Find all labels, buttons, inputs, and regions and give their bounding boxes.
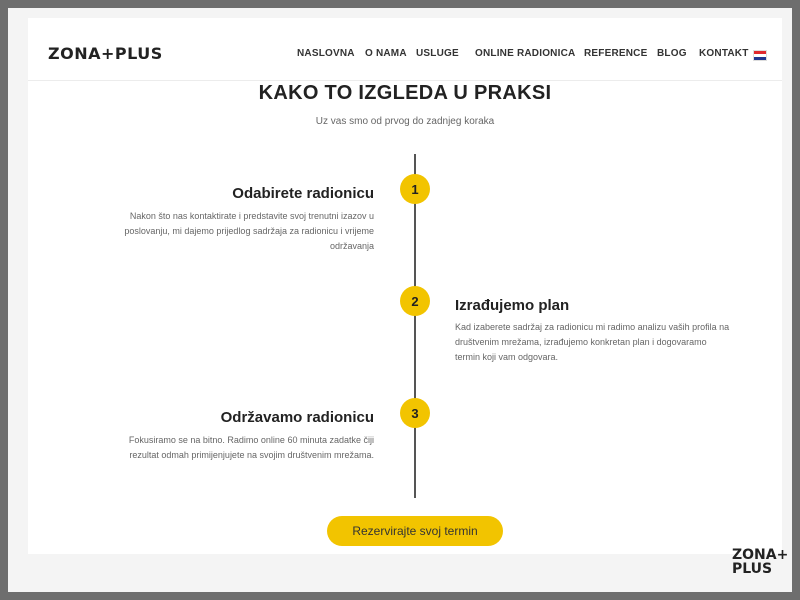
section-subtitle: Uz vas smo od prvog do zadnjeg koraka (315, 116, 495, 127)
step-2-text (455, 320, 775, 365)
timeline-line (414, 154, 416, 498)
nav-item-reference[interactable]: REFERENCE (584, 48, 648, 59)
page (28, 18, 782, 554)
corner-logo-line: PLUS (732, 561, 773, 577)
croatian-flag-icon[interactable] (753, 50, 767, 61)
screenshot-frame (8, 8, 792, 592)
step-2-text-line: termin koji vam odgovara. (455, 352, 559, 362)
site-header (28, 18, 782, 81)
step-1-text (68, 209, 374, 254)
nav-item-usluge[interactable]: USLUGE (416, 48, 459, 59)
step-3-title: Održavamo radionicu (220, 409, 374, 426)
section-title: KAKO TO IZGLEDA U PRAKSI (258, 82, 552, 104)
step-1-title: Odabirete radionicu (232, 185, 374, 202)
book-appointment-button[interactable]: Rezervirajte svoj termin (327, 516, 503, 546)
nav-item-blog[interactable]: BLOG (657, 48, 687, 59)
step-1-text-line: Nakon što nas kontaktirate i predstavite svoj trenutni izazov u (129, 211, 374, 221)
step-3-text-line: rezultat odmah primijenjujete na svojim društvenim mrežama. (129, 450, 374, 460)
step-3-text (68, 433, 374, 463)
step-3-badge: 3 (400, 398, 430, 428)
step-1-text-line: održavanja (329, 241, 374, 251)
nav-item-kontakt[interactable]: KONTAKT (699, 48, 749, 59)
nav-item-o-nama[interactable]: O NAMA (365, 48, 407, 59)
corner-logo-line: ZONA+ (732, 547, 789, 563)
main-nav (28, 48, 782, 64)
step-2-text-line: Kad izaberete sadržaj za radionicu mi radimo analizu vaših profila na (455, 322, 730, 332)
site-logo[interactable]: ZONA+PLUS (48, 44, 163, 63)
nav-item-naslovna[interactable]: NASLOVNA (297, 48, 355, 59)
step-1-badge: 1 (400, 174, 430, 204)
corner-logo (732, 547, 789, 577)
step-2-text-line: društvenim mrežama, izrađujemo konkretan plan i dogovaramo (455, 337, 707, 347)
step-3-text-line: Fokusiramo se na bitno. Radimo online 60 minuta zadatke čiji (128, 435, 374, 445)
nav-item-online-radionica[interactable]: ONLINE RADIONICA (475, 48, 576, 59)
step-2-badge: 2 (400, 286, 430, 316)
step-1-text-line: poslovanju, mi dajemo prijedlog sadržaja za radionicu i vrijeme (124, 226, 374, 236)
step-2-title: Izrađujemo plan (455, 297, 570, 314)
